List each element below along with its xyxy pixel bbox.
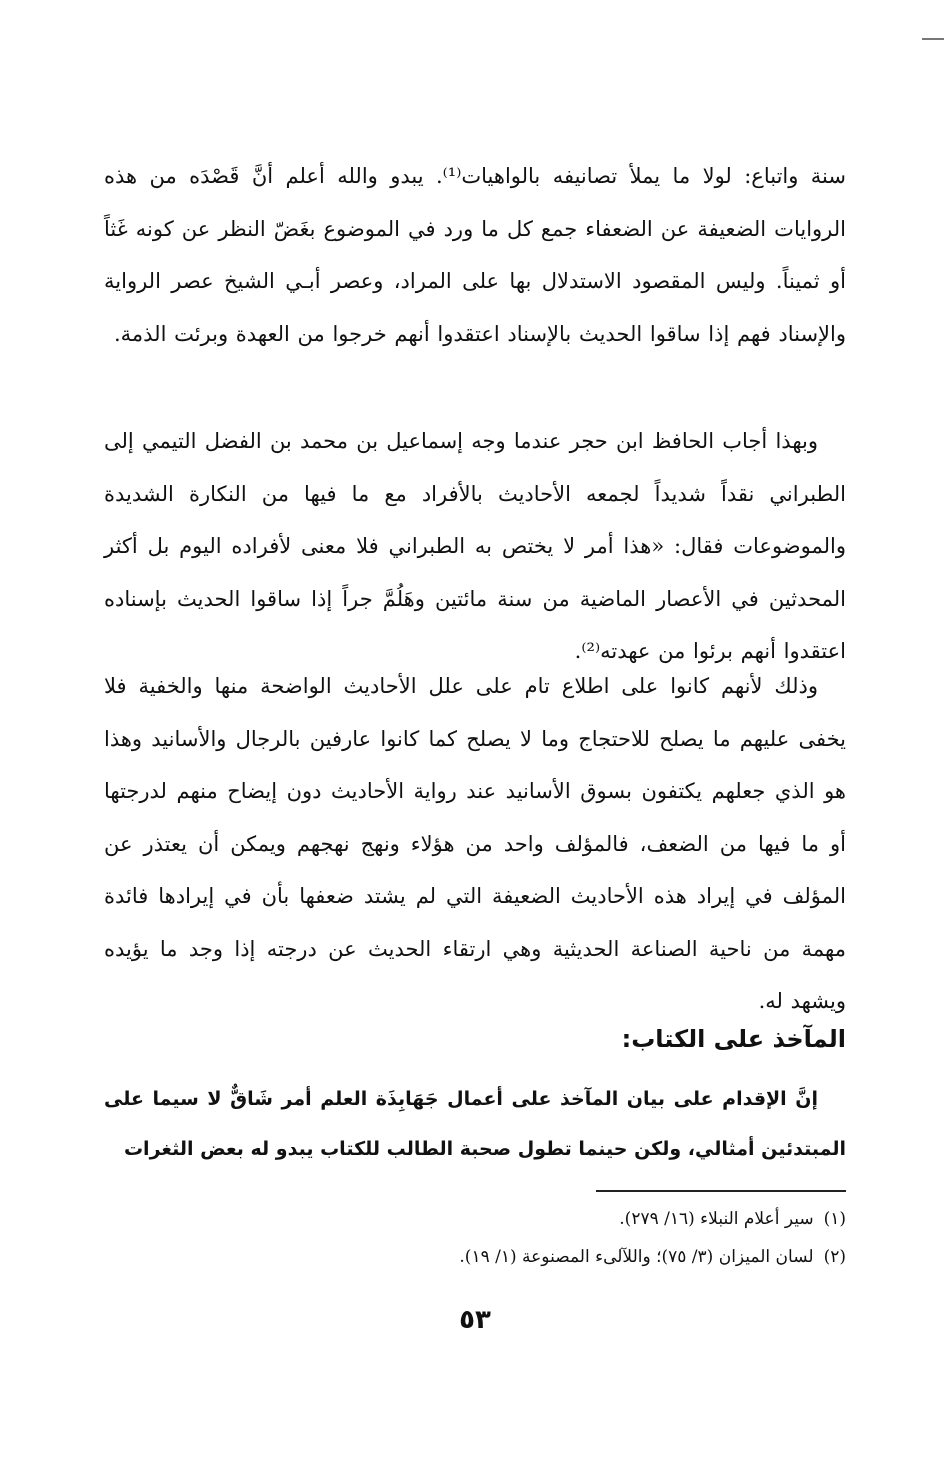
footnote-text: لسان الميزان (٣/ ٧٥)؛ واللآلىء المصنوعة (١/ ١٩). (459, 1247, 814, 1267)
section-heading: المآخذ على الكتاب: (621, 1025, 846, 1053)
paragraph-ibn-hajar (104, 415, 846, 678)
footnote-2 (104, 1238, 846, 1276)
scan-corner-mark (922, 38, 944, 40)
footnote-divider (596, 1190, 846, 1192)
paragraph-explanation (104, 660, 846, 1028)
body-paragraph-1: سنة واتباع: لولا ما يملأ تصانيفه بالواهيات⁽¹⁾. يبدو والله أعلم أنَّ قَصْدَه من هذه الروايات الضعيفة عن الضعفاء جمع كل ما ورد في الموضوع بغَضّ النظر عن كونه غَثاً أو ثميناً. وليس المقصود الاستدلال بها على المراد، وعصر أبـي الشيخ عصر الرواية والإسناد فهم إذا ساقوا الحديث بالإسناد اعتقدوا أنهم خرجوا من العهدة وبرئت الذمة. (104, 164, 846, 346)
page-number: ٥٣ (459, 1305, 491, 1335)
section-intro (104, 1074, 846, 1174)
footnote-number: (٢) (823, 1247, 846, 1267)
footnote-text: سير أعلام النبلاء (١٦/ ٢٧٩). (619, 1209, 814, 1229)
footnote-1 (104, 1200, 846, 1238)
section-paragraph: إنَّ الإقدام على بيان المآخذ على أعمال جَهَابِذَة العلم أمر شَاقٌّ لا سيما على المبتدئين أمثالي، ولكن حينما تطول صحبة الطالب للكتاب يبدو له بعض الثغرات (104, 1088, 846, 1160)
footnote-number: (١) (823, 1209, 846, 1229)
footnotes (104, 1200, 846, 1276)
body-paragraph-2: وبهذا أجاب الحافظ ابن حجر عندما وجه إسماعيل بن محمد بن الفضل التيمي إلى الطبراني نقداً شديداً لجمعه الأحاديث بالأفراد مع ما فيها من النكارة الشديدة والموضوعات فقال: «هذا أمر لا يختص به الطبراني فلا معنى لأفراده اليوم بل أكثر المحدثين في الأعصار الماضية من سنة مائتين وهَلُمَّ جراً إذا ساقوا الحديث بإسناده اعتقدوا أنهم برئوا من عهدته⁽²⁾. (104, 429, 846, 663)
body-paragraph-3: وذلك لأنهم كانوا على اطلاع تام على علل الأحاديث الواضحة منها والخفية فلا يخفى عليهم ما يصلح للاحتجاج وما لا يصلح كما كانوا عارفين بالرجال والأسانيد وهذا هو الذي جعلهم يكتفون بسوق الأسانيد عند رواية الأحاديث دون إيضاح منهم لدرجتها أو ما فيها من الضعف، فالمؤلف واحد من هؤلاء ونهج نهجهم ويمكن أن يعتذر عن المؤلف في إيراد هذه الأحاديث الضعيفة التي لم يشتد ضعفها بأن في إيرادها فائدة مهمة من ناحية الصناعة الحديثية وهي ارتقاء الحديث عن درجته إذا وجد ما يؤيده ويشهد له. (104, 674, 846, 1013)
paragraph-continuation (104, 150, 846, 360)
